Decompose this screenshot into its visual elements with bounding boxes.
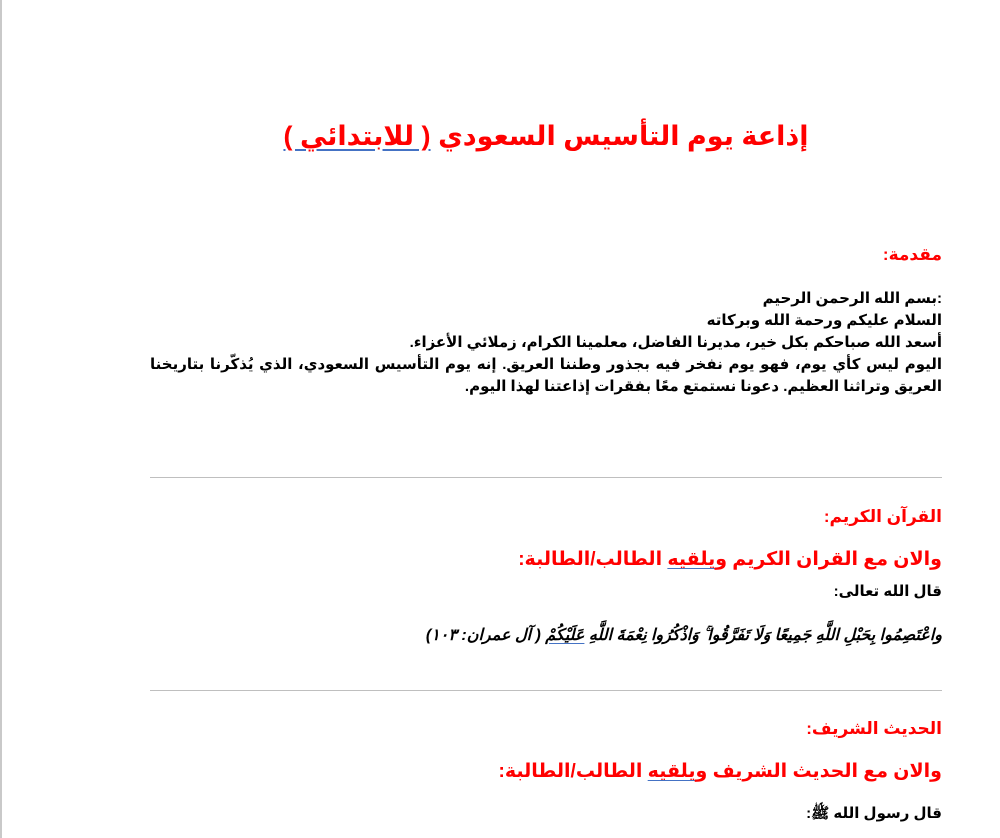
hadith-subheading [499,759,942,785]
section-divider [150,690,942,691]
section-divider [150,477,942,478]
intro-section [150,288,942,398]
hadith-subheading-end: الطالب/الطالبة: [498,761,643,782]
hadith-heading: الحديث الشريف: [806,719,942,738]
title-main: إذاعة يوم التأسيس السعودي [438,121,809,151]
document-page [150,0,942,838]
page-title [150,118,942,154]
quran-subheading-underlined: يلقيه [667,549,716,570]
page-left-border [0,0,2,838]
quran-heading: القرآن الكريم: [823,507,942,526]
intro-paragraph: اليوم ليس كأي يوم، فهو يوم نفخر فيه بجذور وطننا العريق. إنه يوم التأسيس السعودي، الذي يُذكّرنا بتاريخنا العريق وتراثنا العظيم. دعونا نستمتع معًا بفقرات إذاعتنا لهذا اليوم. [150,356,942,395]
verse-reference: ( آل عمران: ١٠٣) [425,627,541,644]
quran-subheading-start: والان مع القران الكريم و [715,549,942,570]
quran-label: قال الله تعالى: [833,583,942,600]
hadith-label: قال رسول الله ﷺ: [806,805,942,822]
intro-line: السلام عليكم ورحمة الله وبركاته [706,312,942,329]
intro-line: أسعد الله صباحكم بكل خير، مديرنا الفاضل، معلمينا الكرام، زملائي الأعزاء. [409,334,942,351]
title-suffix: ( للابتدائي ) [283,121,431,151]
intro-line: :بسم الله الرحمن الرحيم [762,290,942,307]
quran-subheading-end: الطالب/الطالبة: [518,549,663,570]
quran-subheading [518,547,942,573]
hadith-subheading-start: والان مع الحديث الشريف و [695,761,942,782]
quran-verse [426,624,942,648]
intro-heading: مقدمة: [882,245,942,264]
hadith-subheading-underlined: يلقيه [647,761,696,782]
verse-underlined-word: عَلَيْكُمْ [545,627,585,644]
verse-text: واعْتَصِمُوا بِحَبْلِ اللَّهِ جَمِيعًا وَلَا تَفَرَّقُوا ۚ وَاذْكُرُوا نِعْمَةَ اللَّهِ [588,627,942,644]
